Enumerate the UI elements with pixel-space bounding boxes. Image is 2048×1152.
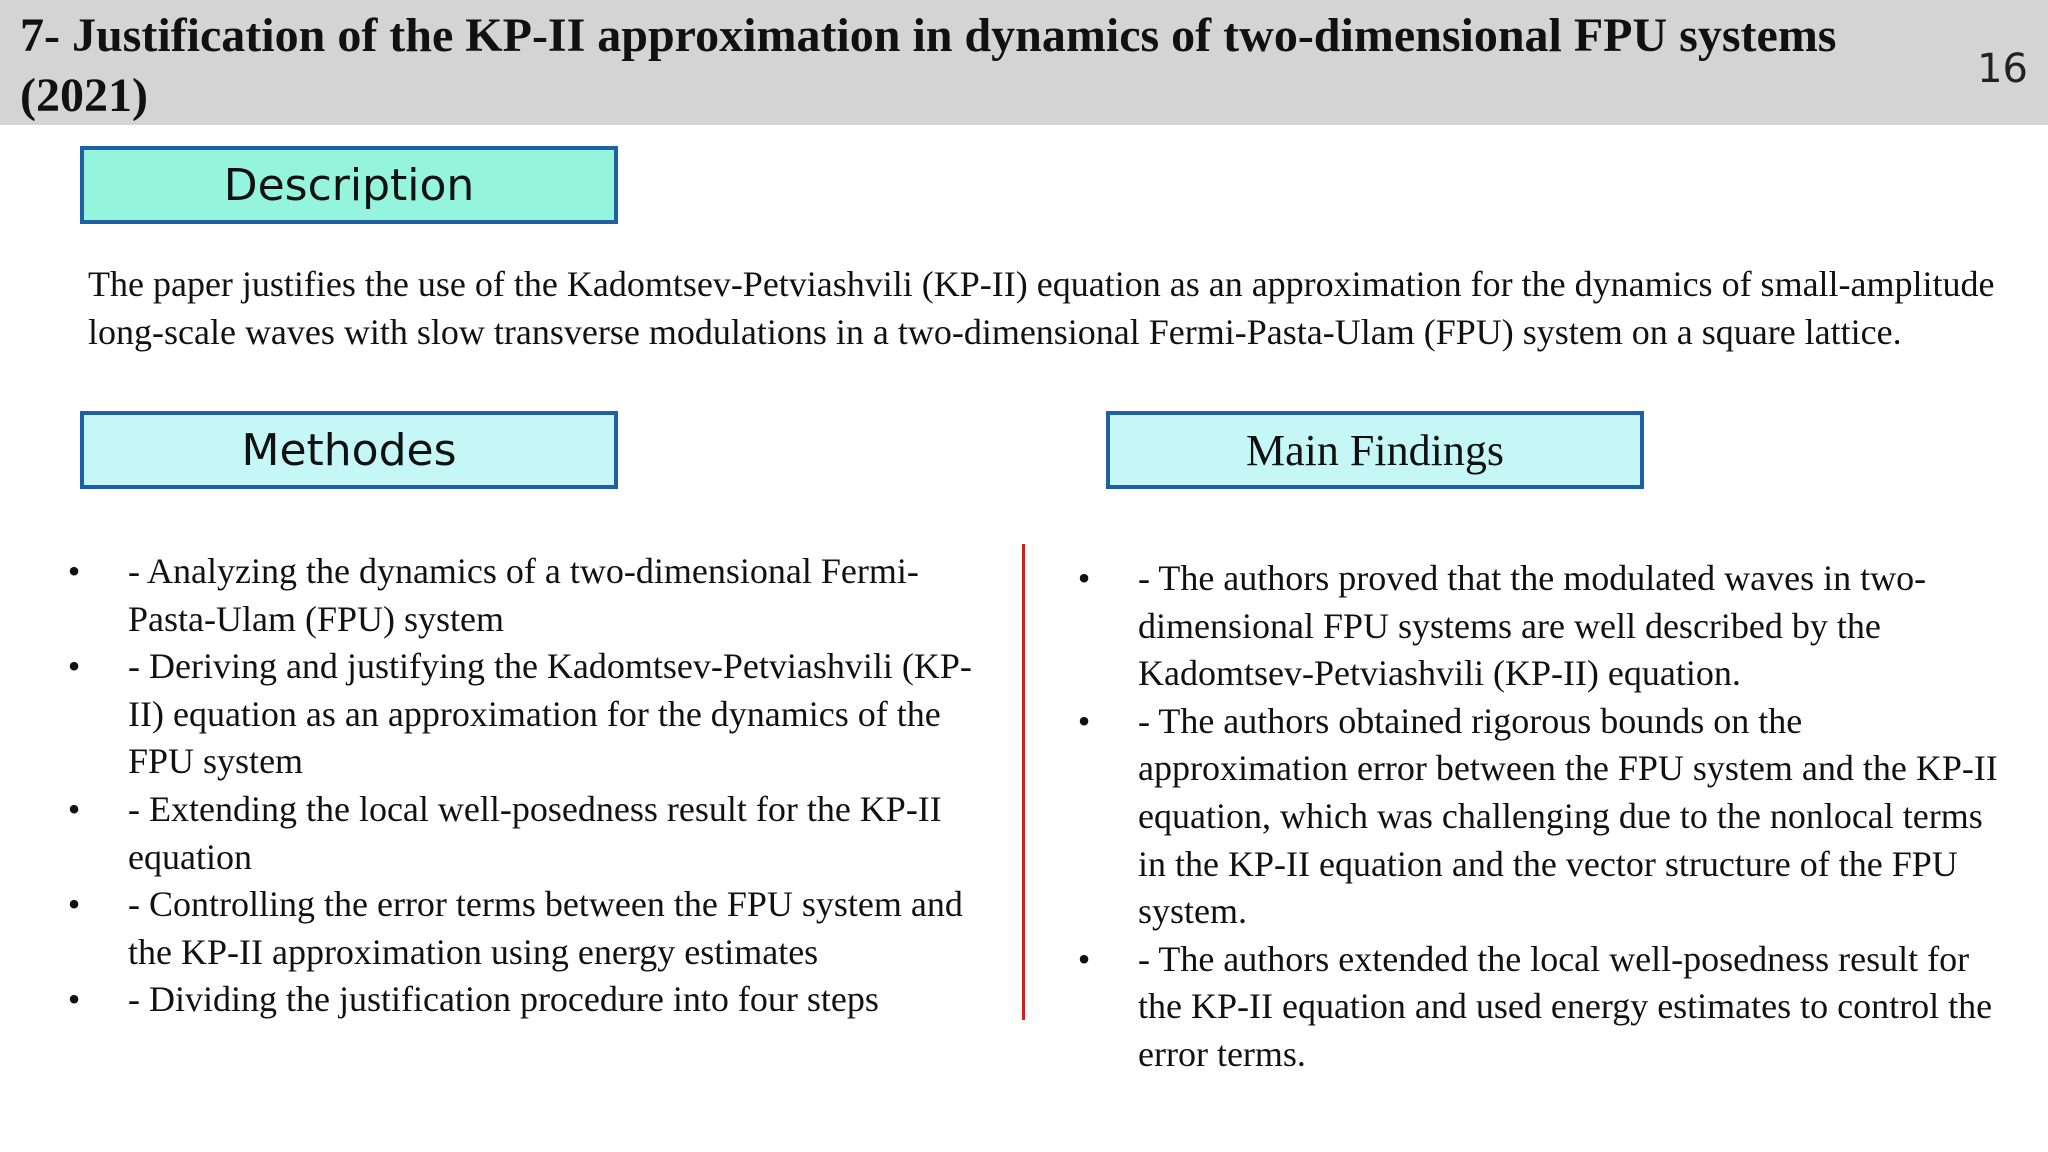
findings-heading-box [1106,411,1644,489]
bullet-icon: • [67,551,81,591]
list-item [60,976,1000,1024]
methods-list [60,548,1000,1024]
list-item [60,786,1000,881]
list-item-text: - The authors proved that the modulated waves in two-dimensional FPU systems are well described by the Kadomtsev-Petviashvili (KP-II) equation. [1138,558,1927,694]
description-text: The paper justifies the use of the Kadomtsev-Petviashvili (KP-II) equation as an approximation for the dynamics of small-amplitude long-scale waves with slow transverse modulations in a two-dimensional Fermi-Pasta-Ulam (FPU) system on a square lattice. [88,264,1995,352]
list-item [60,881,1000,976]
list-item-text: - Dividing the justification procedure into four steps [128,979,879,1020]
description-heading: Description [223,159,475,211]
bullet-icon: • [67,788,81,829]
bullet-icon: • [67,646,81,687]
findings-list [1070,555,2010,1079]
bullet-icon: • [67,979,81,1020]
description-heading-box [80,146,618,224]
bullet-icon: • [67,884,81,925]
list-item [60,643,1000,786]
list-item-text: - Extending the local well-posedness result for the KP-II equation [128,788,942,877]
bullet-icon: • [1077,558,1091,598]
findings-heading: Main Findings [1246,425,1504,475]
methods-heading-box [80,411,618,489]
list-item-text: - Analyzing the dynamics of a two-dimensional Fermi-Pasta-Ulam (FPU) system [128,551,919,639]
list-item [1070,698,2010,936]
column-divider [1022,544,1025,1020]
list-item-text: - Deriving and justifying the Kadomtsev-Petviashvili (KP-II) equation as an approximation for the dynamics of the FPU system [128,646,972,782]
list-item-text: - The authors extended the local well-posedness result for the KP-II equation and used energy estimates to control the error terms. [1138,938,1993,1074]
slide-title: 7- Justification of the KP-II approximation in dynamics of two-dimensional FPU systems (2021) [20,9,1837,122]
list-item-text: - The authors obtained rigorous bounds on the approximation error between the FPU system and the KP-II equation, which was challenging due to the nonlocal terms in the KP-II equation and the vector structure of the FPU system. [1138,700,1998,932]
methods-heading: Methodes [241,424,457,476]
list-item [60,548,1000,643]
title-bar [0,0,2048,125]
list-item [1070,555,2010,698]
page-number: 16 [1977,46,2028,92]
bullet-icon: • [1077,700,1091,741]
list-item-text: - Controlling the error terms between the FPU system and the KP-II approximation using energy estimates [128,884,963,972]
bullet-icon: • [1077,938,1091,979]
list-item [1070,936,2010,1079]
